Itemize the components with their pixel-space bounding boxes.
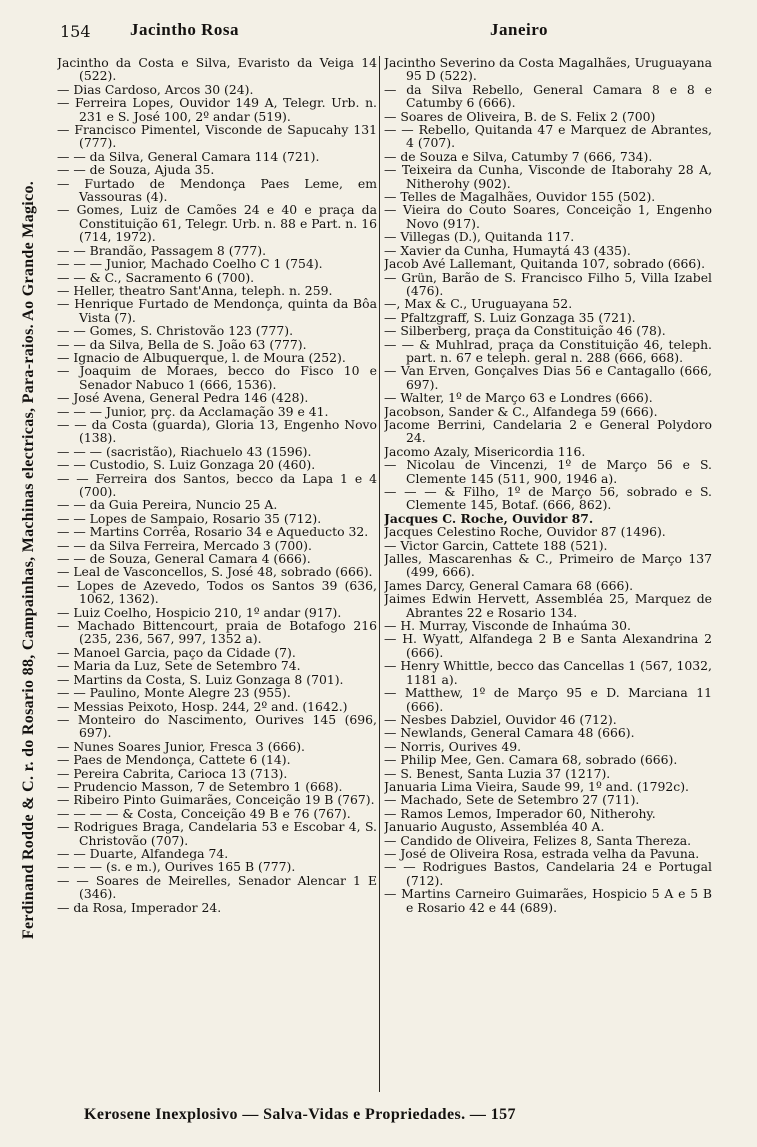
directory-entry: Jacomo Azaly, Misericordia 116.: [384, 443, 586, 459]
directory-entry: — — Lopes de Sampaio, Rosario 35 (712).: [57, 510, 322, 526]
directory-entry: — Nicolau de Vincenzi, 1º de Março 56 e S. Clemente 145 (511, 900, 1946 a).: [384, 457, 712, 486]
directory-entry: — Paes de Mendonça, Cattete 6 (14).: [57, 752, 291, 768]
directory-entry: — Messias Peixoto, Hosp. 244, 2º and. (1642.): [57, 698, 348, 714]
directory-entry: — Villegas (D.), Quitanda 117.: [384, 229, 575, 245]
directory-entry: — Maria da Luz, Sete de Setembro 74.: [57, 658, 301, 674]
directory-entry: * — Grün, Barão de S. Francisco Filho 5, Villa Izabel (476).: [384, 271, 712, 298]
directory-entry: — — — (sacristão), Riachuelo 43 (1596).: [57, 443, 312, 459]
directory-entry: — Machado Bittencourt, praia de Botafogo 216 (235, 236, 567, 997, 1352 a).: [57, 618, 377, 647]
directory-entry: * — Monteiro do Nascimento, Ourives 145 (696, 697).: [57, 713, 377, 740]
directory-entry: * — Newlands, General Camara 48 (666).: [384, 726, 712, 739]
directory-entry: — Silberberg, praça da Constituição 46 (78).: [384, 323, 666, 339]
directory-entry: — Pereira Cabrita, Carioca 13 (713).: [57, 765, 288, 781]
directory-entry: — Teixeira da Cunha, Visconde de Itaborahy 28 A, Nitherohy (902).: [384, 162, 712, 191]
directory-entry: — Rodrigues Braga, Candelaria 53 e Escobar 4, S. Christovão (707).: [57, 819, 377, 848]
page-header: [60, 20, 712, 44]
directory-entry: Jalles, Mascarenhas & C., Primeiro de Março 137 (499, 666).: [384, 551, 712, 580]
directory-entry: — Norris, Ourives 49.: [384, 738, 522, 754]
directory-entry: — — Rebello, Quitanda 47 e Marquez de Abrantes, 4 (707).: [384, 122, 712, 151]
directory-entry: — Francisco Pimentel, Visconde de Sapucahy 131 (777).: [57, 122, 377, 151]
page-number: 154: [60, 22, 91, 41]
directory-entry: — Ferreira Lopes, Ouvidor 149 A, Telegr. Urb. n. 231 e S. José 100, 2º andar (519).: [57, 95, 377, 124]
directory-entry: * — Joaquim de Moraes, becco do Fisco 10 e Senador Nabuco 1 (666, 1536).: [57, 364, 377, 391]
directory-entry: * — Walter, 1º de Março 63 e Londres (666).: [384, 391, 712, 404]
directory-entry: — Gomes, Luiz de Camões 24 e 40 e praça da Constituição 61, Telegr. Urb. n. 88 e Part. n. 16 (714, 1972).: [57, 202, 377, 245]
directory-entry: * — Soares de Oliveira, B. de S. Felix 2 (700): [384, 110, 712, 123]
directory-entry: * — Philip Mee, Gen. Camara 68, sobrado (666).: [384, 753, 712, 766]
directory-entry: — Manoel Garcia, paço da Cidade (7).: [57, 644, 296, 660]
directory-entry: — — de Souza, Ajuda 35.: [57, 162, 215, 178]
directory-entry: — Prudencio Masson, 7 de Setembro 1 (668).: [57, 778, 343, 794]
directory-entry: — José Avena, General Pedra 146 (428).: [57, 390, 309, 406]
directory-entry: — José de Oliveira Rosa, estrada velha da Pavuna.: [384, 845, 700, 861]
running-head-right: Janeiro: [490, 20, 548, 39]
footer-advertisement: Kerosene Inexplosivo — Salva-Vidas e Propriedades. — 157: [84, 1106, 516, 1123]
directory-entry: — — Soares de Meirelles, Senador Alencar 1 E (346).: [57, 872, 377, 902]
column-divider: [379, 56, 380, 1092]
directory-entry: * — de Souza e Silva, Catumby 7 (666, 734).: [384, 150, 712, 163]
directory-entry: * — Nunes Soares Junior, Fresca 3 (666).: [57, 740, 377, 753]
directory-entry: * Jacintho Severino da Costa Magalhães, Uruguayana 95 D (522).: [384, 56, 712, 83]
directory-entry: — Furtado de Mendonça Paes Leme, em Vassouras (4).: [57, 175, 377, 205]
directory-entry: — — — Junior, Machado Coelho C 1 (754).: [57, 256, 323, 272]
directory-entry: — da Rosa, Imperador 24.: [57, 899, 222, 915]
directory-entry: — Victor Garcin, Cattete 188 (521).: [384, 537, 608, 553]
directory-entry: — — & C., Sacramento 6 (700).: [57, 269, 255, 285]
directory-entry: * — — — (s. e m.), Ourives 165 B (777).: [57, 860, 377, 873]
directory-entry: * James Darcy, General Camara 68 (666).: [384, 579, 712, 592]
directory-entry: Januaria Lima Vieira, Saude 99, 1º and. (1792c).: [384, 778, 689, 794]
directory-entry: * Jacob Avé Lallemant, Quitanda 107, sobrado (666).: [384, 257, 712, 270]
directory-entry: — Martins da Costa, S. Luiz Gonzaga 8 (701).: [57, 671, 344, 687]
directory-entry: * — Ribeiro Pinto Guimarães, Conceição 19 B (767).: [57, 793, 377, 806]
directory-entry: * — Pfaltzgraff, S. Luiz Gonzaga 35 (721).: [384, 311, 712, 324]
directory-entry: — — — — & Costa, Conceição 49 B e 76 (767).: [57, 805, 351, 821]
directory-entry: — Xavier da Cunha, Humaytá 43 (435).: [384, 242, 631, 258]
directory-entry: * — — da Silva Ferreira, Mercado 3 (700).: [57, 539, 377, 552]
directory-entry: Januario Augusto, Assembléa 40 A.: [384, 819, 605, 835]
directory-entry: Jacques Celestino Roche, Ouvidor 87 (1496).: [384, 524, 666, 540]
directory-entry: — Lopes de Azevedo, Todos os Santos 39 (636, 1062, 1362).: [57, 577, 377, 607]
directory-entry: — — de Souza, General Camara 4 (666).: [57, 551, 311, 567]
directory-entry: — Ignacio de Albuquerque, l. de Moura (252).: [57, 349, 346, 365]
directory-entry: — — da Silva, Bella de S. João 63 (777).: [57, 336, 307, 352]
directory-entry: — H. Murray, Visconde de Inhaúma 30.: [384, 618, 631, 634]
directory-entry: — Machado, Sete de Setembro 27 (711).: [384, 792, 640, 808]
directory-entry: — — da Guia Pereira, Nuncio 25 A.: [57, 497, 278, 513]
directory-entry: — — — Junior, prç. da Acclamação 39 e 41.: [57, 403, 329, 419]
directory-entry: Jaimes Edwin Hervett, Assembléa 25, Marquez de Abrantes 22 e Rosario 134.: [384, 591, 712, 620]
directory-entry: * — Matthew, 1º de Março 95 e D. Marciana 11 (666).: [384, 686, 712, 713]
directory-entry: * — da Silva Rebello, General Camara 8 e 8 e Catumby 6 (666).: [384, 83, 712, 110]
side-advertisement-banner: [6, 30, 52, 1090]
right-column: [384, 56, 712, 1092]
directory-entry: * — Van Erven, Gonçalves Dias 56 e Cantagallo (666, 697).: [384, 364, 712, 391]
directory-entry: — — Custodio, S. Luiz Gonzaga 20 (460).: [57, 457, 316, 473]
running-head-left: Jacintho Rosa: [130, 20, 239, 39]
directory-entry: — Ramos Lemos, Imperador 60, Nitherohy.: [384, 805, 656, 821]
directory-entry: — — & Muhlrad, praça da Constituição 46, teleph. part. n. 67 e teleph. geral n. 288 (666, 668).: [384, 336, 712, 365]
directory-entry: — — Paulino, Monte Alegre 23 (955).: [57, 685, 291, 701]
directory-entry: Jacobson, Sander & C., Alfandega 59 (666).: [384, 403, 658, 419]
directory-entry: — — Duarte, Alfandega 74.: [57, 845, 229, 861]
directory-entry: — Henrique Furtado de Mendonça, quinta da Bôa Vista (7).: [57, 296, 377, 325]
directory-entry: — Leal de Vasconcellos, S. José 48, sobrado (666).: [57, 564, 373, 580]
directory-entry: — S. Benest, Santa Luzia 37 (1217).: [384, 765, 611, 781]
directory-entry: — — da Costa (guarda), Gloria 13, Engenho Novo (138).: [57, 416, 377, 446]
directory-entry: * — — Gomes, S. Christovão 123 (777).: [57, 324, 377, 337]
directory-entry: — Luiz Coelho, Hospicio 210, 1º andar (917).: [57, 604, 342, 620]
directory-entry: — Dias Cardoso, Arcos 30 (24).: [57, 81, 254, 97]
directory-entry: * — — — & Filho, 1º de Março 56, sobrado e S. Clemente 145, Botaf. (666, 862).: [384, 485, 712, 512]
directory-entry: Jacome Berrini, Candelaria 2 e General Polydoro 24.: [384, 416, 712, 446]
directory-entry: — Candido de Oliveira, Felizes 8, Santa Thereza.: [384, 832, 692, 848]
directory-entry: * — — Ferreira dos Santos, becco da Lapa 1 e 4 (700).: [57, 472, 377, 499]
directory-entry: * — — da Silva, General Camara 114 (721).: [57, 150, 377, 163]
directory-entry: Jacintho da Costa e Silva, Evaristo da Veiga 14 (522).: [57, 56, 377, 84]
directory-entry: — Heller, theatro Sant'Anna, teleph. n. 259.: [57, 282, 333, 298]
directory-entry: — H. Wyatt, Alfandega 2 B e Santa Alexandrina 2 (666).: [384, 631, 712, 660]
directory-entry: Jacques C. Roche, Ouvidor 87.: [384, 510, 594, 526]
directory-entry: * — — Rodrigues Bastos, Candelaria 24 e Portugal (712).: [384, 860, 712, 887]
left-column: [57, 56, 377, 1092]
directory-entry: * — Telles de Magalhães, Ouvidor 155 (502).: [384, 190, 712, 203]
directory-entry: — Henry Whittle, becco das Cancellas 1 (567, 1032, 1181 a).: [384, 658, 712, 687]
directory-entry: * — — Martins Corrêa, Rosario 34 e Aqueducto 32.: [57, 525, 377, 538]
directory-entry: * — Nesbes Dabziel, Ouvidor 46 (712).: [384, 713, 712, 726]
directory-entry: —, Max & C., Uruguayana 52.: [384, 296, 573, 312]
directory-entry: — Vieira do Couto Soares, Conceição 1, Engenho Novo (917).: [384, 202, 712, 231]
directory-entry: * — — Brandão, Passagem 8 (777).: [57, 244, 377, 257]
directory-entry: * — Martins Carneiro Guimarães, Hospicio 5 A e 5 B e Rosario 42 e 44 (689).: [384, 887, 712, 914]
side-advertisement-text: Ferdinand Rodde & C. r. do Rosario 88, Campainhas, Machinas electricas, Para-raios. Ao Grande Magico.: [20, 180, 37, 940]
